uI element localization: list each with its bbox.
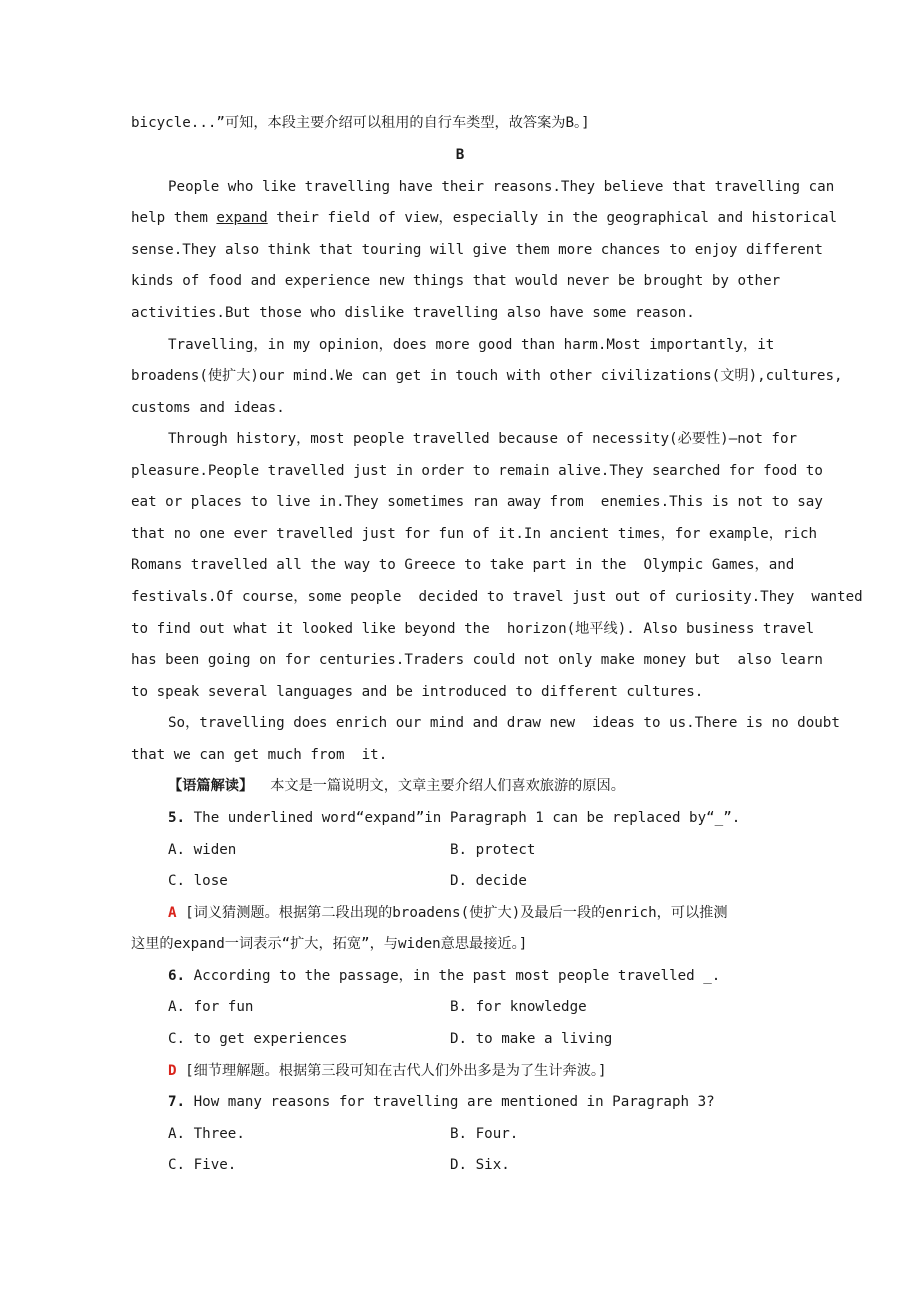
explanation-text: [词义猜测题。根据第二段出现的broadens(使扩大)及最后一段的enrich，可以推测: [176, 905, 728, 921]
passage-line: activities.But those who dislike travelling also have some reason.: [131, 305, 695, 321]
passage-line: Through history，most people travelled because of necessity(必要性)—not for: [168, 431, 798, 447]
passage-line: People who like travelling have their reasons.They believe that travelling can: [168, 179, 835, 195]
passage-text: their field of view，especially in the geographical and historical: [267, 210, 838, 226]
option-b: B. for knowledge: [450, 999, 587, 1015]
option-d: D. to make a living: [450, 1031, 613, 1047]
option-a: A. for fun: [168, 999, 254, 1015]
question-stem: [168, 808, 740, 828]
question-stem: [168, 966, 720, 986]
passage-analysis: [168, 776, 625, 796]
passage-text: help them: [131, 210, 217, 226]
passage-line: eat or places to live in.They sometimes ran away from enemies.This is not to say: [131, 494, 823, 510]
option-b: B. Four.: [450, 1126, 519, 1142]
passage-line: customs and ideas.: [131, 400, 285, 416]
underlined-word: expand: [216, 210, 268, 226]
section-label: B: [455, 147, 465, 163]
passage-line: pleasure.People travelled just in order to remain alive.They searched for food to: [131, 463, 823, 479]
passage-line: sense.They also think that touring will give them more chances to enjoy different: [131, 242, 823, 258]
answer-explanation: [168, 903, 728, 923]
passage-line: So，travelling does enrich our mind and draw new ideas to us.There is no doubt: [168, 715, 840, 731]
passage-line: that we can get much from it.: [131, 747, 388, 763]
question-text: How many reasons for travelling are mentioned in Paragraph 3?: [185, 1094, 715, 1110]
passage-line: that no one ever travelled just for fun of it.In ancient times，for example，rich: [131, 526, 818, 542]
passage-line: has been going on for centuries.Traders could not only make money but also learn: [131, 652, 823, 668]
answer-letter: D: [168, 1063, 177, 1079]
explanation-text: [细节理解题。根据第三段可知在古代人们外出多是为了生计奔波。]: [176, 1063, 607, 1079]
passage-line: [131, 208, 837, 228]
passage-line: Travelling，in my opinion，does more good than harm.Most importantly，it: [168, 337, 775, 353]
question-number: 7.: [168, 1094, 186, 1110]
answer-letter: A: [168, 905, 177, 921]
option-c: C. Five.: [168, 1157, 237, 1173]
analysis-tag: 【语篇解读】: [168, 778, 254, 794]
option-c: C. to get experiences: [168, 1031, 348, 1047]
question-text: According to the passage，in the past most people travelled _.: [185, 968, 721, 984]
passage-line: Romans travelled all the way to Greece to take part in the Olympic Games，and: [131, 557, 795, 573]
option-d: D. decide: [450, 873, 527, 889]
question-stem: [168, 1092, 715, 1112]
passage-line: kinds of food and experience new things that would never be brought by other: [131, 273, 781, 289]
option-a: A. widen: [168, 842, 237, 858]
option-d: D. Six.: [450, 1157, 510, 1173]
answer-explanation: [168, 1061, 607, 1081]
option-c: C. lose: [168, 873, 228, 889]
option-b: B. protect: [450, 842, 536, 858]
question-text: The underlined word“expand”in Paragraph 1 can be replaced by“_”.: [185, 810, 741, 826]
passage-line: to speak several languages and be introduced to different cultures.: [131, 684, 704, 700]
option-a: A. Three.: [168, 1126, 245, 1142]
passage-line: festivals.Of course，some people decided to travel just out of curiosity.They wanted: [131, 589, 863, 605]
question-number: 5.: [168, 810, 186, 826]
explanation-text: 这里的expand一词表示“扩大，拓宽”，与widen意思最接近。]: [131, 936, 528, 952]
passage-line: broadens(使扩大)our mind.We can get in touch with other civilizations(文明),cultures,: [131, 368, 843, 384]
analysis-text: 本文是一篇说明文，文章主要介绍人们喜欢旅游的原因。: [253, 778, 625, 794]
question-number: 6.: [168, 968, 186, 984]
previous-explanation-continuation: bicycle...”可知，本段主要介绍可以租用的自行车类型，故答案为B。]: [131, 115, 590, 131]
passage-line: to find out what it looked like beyond the horizon(地平线). Also business travel: [131, 621, 815, 637]
